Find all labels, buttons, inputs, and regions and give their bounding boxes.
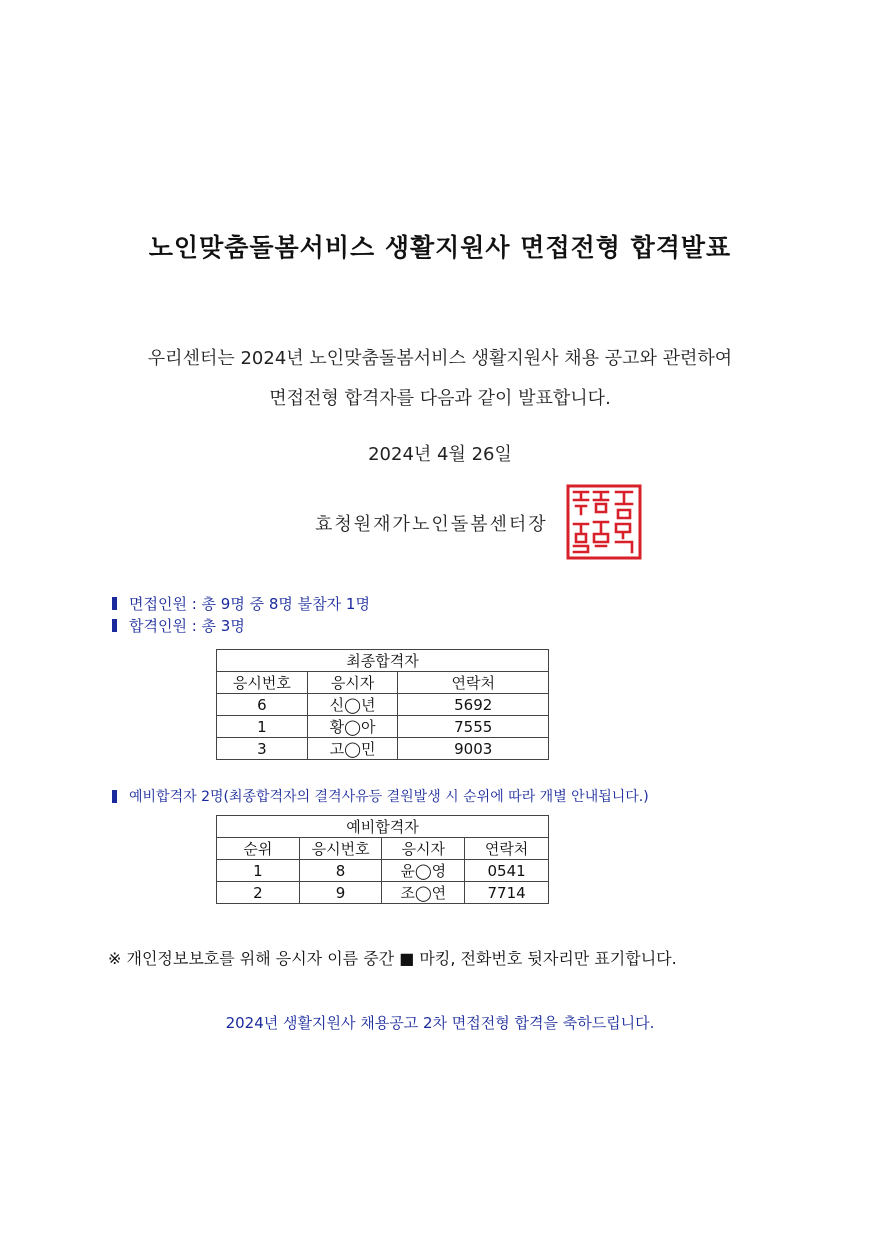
bullet-square-icon [112,619,117,632]
bullet-square-icon [112,790,117,803]
table-row [217,694,549,716]
column-header: 연락처 [398,672,549,694]
reserve-note-text: 예비합격자 2명(최종합격자의 결격사유등 결원발생 시 순위에 따라 개별 안내됩니다.) [129,789,649,805]
table-row [217,738,549,760]
privacy-note: ※ 개인정보보호를 위해 응시자 이름 중간 ■ 마킹, 전화번호 뒷자리만 표기합니다. [108,949,677,968]
reserve-note [112,786,649,806]
reserve-results-table [216,815,549,904]
table-row [217,716,549,738]
summary-interview [112,593,370,614]
table-row [217,860,549,882]
official-seal-icon [566,484,642,560]
column-header: 순위 [217,838,300,860]
table-cell: 7555 [398,716,549,738]
table-cell: 고◯민 [307,738,398,760]
bullet-square-icon [112,597,117,610]
final-results-table [216,649,549,760]
column-header: 응시번호 [217,672,308,694]
column-header: 응시자 [382,838,465,860]
table-cell: 3 [217,738,308,760]
column-header: 응시번호 [299,838,382,860]
announcement-date: 2024년 4월 26일 [368,444,512,465]
table-cell: 6 [217,694,308,716]
table-header-row [217,672,549,694]
signer-name: 효청원재가노인돌봄센터장 [315,514,548,535]
reserve-table-caption: 예비합격자 [217,816,549,838]
column-header: 응시자 [307,672,398,694]
table-row [217,882,549,904]
table-cell: 황◯아 [307,716,398,738]
table-cell: 5692 [398,694,549,716]
summary-interview-text: 면접인원 : 총 9명 중 8명 불참자 1명 [129,595,370,613]
table-cell: 2 [217,882,300,904]
intro-line-1: 우리센터는 2024년 노인맞춤돌봄서비스 생활지원사 채용 공고와 관련하여 [147,348,733,369]
table-cell: 8 [299,860,382,882]
intro-line-2: 면접전형 합격자를 다음과 같이 발표합니다. [269,388,611,409]
table-cell: 조◯연 [382,882,465,904]
page-title: 노인맞춤돌봄서비스 생활지원사 면접전형 합격발표 [148,233,732,262]
table-cell: 7714 [465,882,549,904]
table-header-row [217,838,549,860]
table-cell: 신◯년 [307,694,398,716]
table-cell: 9 [299,882,382,904]
final-table-caption: 최종합격자 [217,650,549,672]
summary-passed [112,615,245,636]
table-cell: 1 [217,860,300,882]
table-cell: 윤◯영 [382,860,465,882]
closing-message: 2024년 생활지원사 채용공고 2차 면접전형 합격을 축하드립니다. [225,1014,655,1032]
column-header: 연락처 [465,838,549,860]
summary-passed-text: 합격인원 : 총 3명 [129,617,245,635]
table-cell: 9003 [398,738,549,760]
table-cell: 0541 [465,860,549,882]
table-cell: 1 [217,716,308,738]
